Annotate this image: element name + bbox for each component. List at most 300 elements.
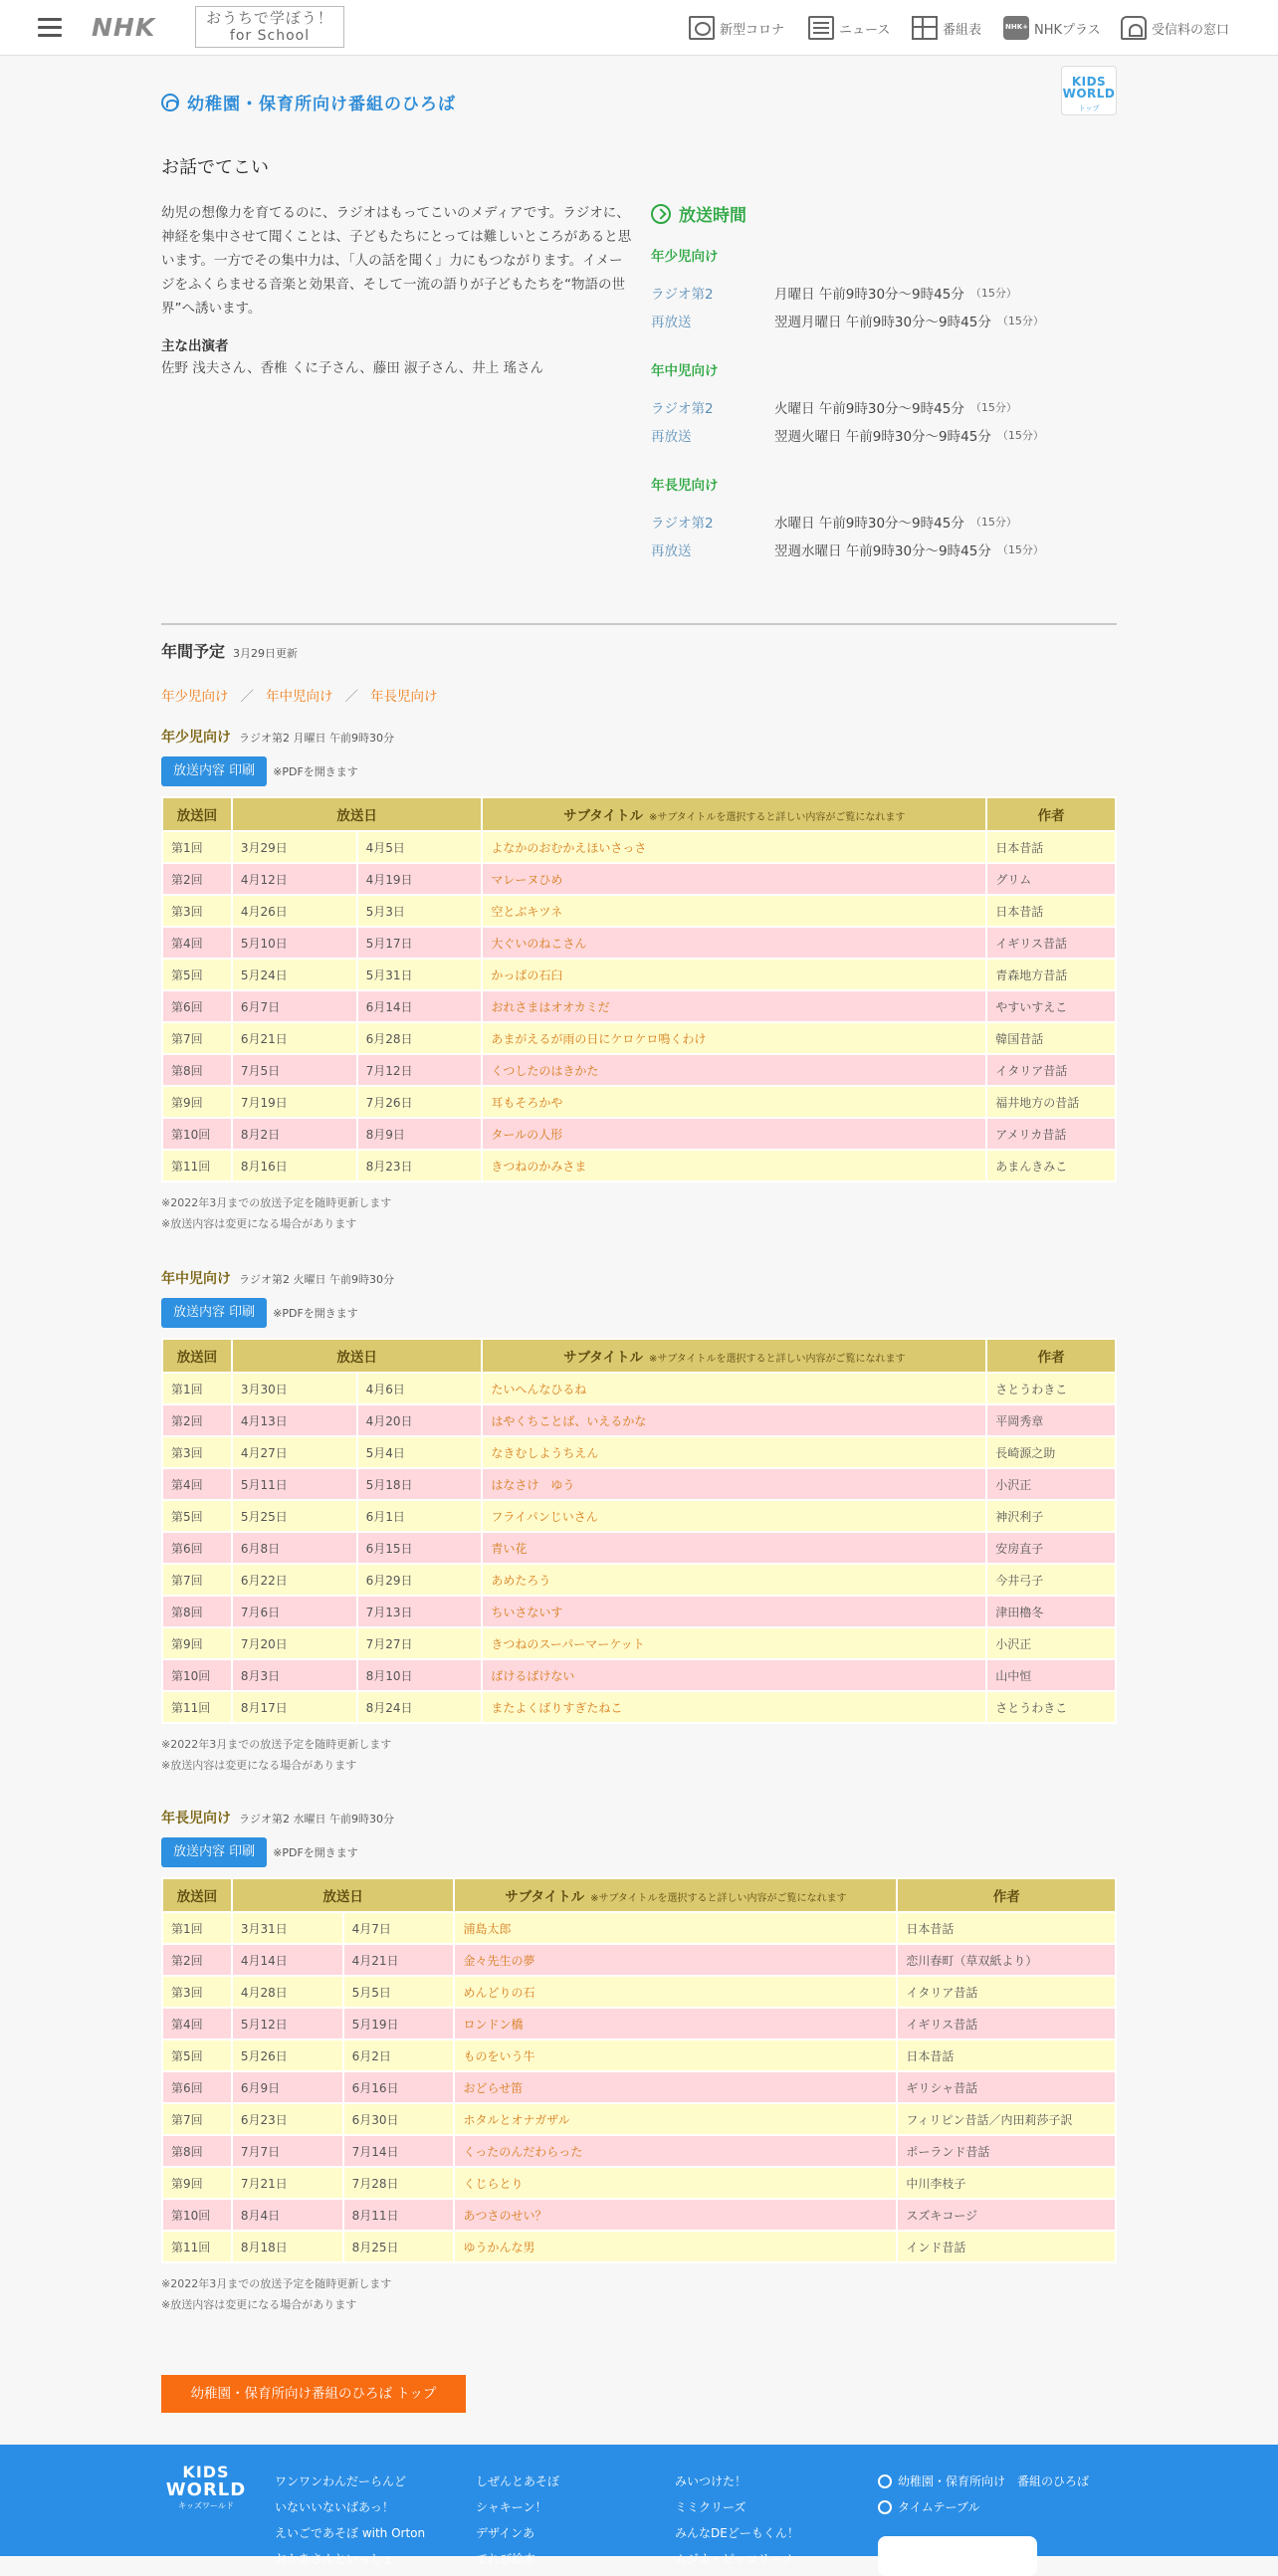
site-footer <box>0 2445 1278 2566</box>
table-row <box>162 990 1116 1022</box>
episode-subtitle-link[interactable]: めんどりの石 <box>454 1976 897 2008</box>
footer-side-links <box>878 2469 1089 2520</box>
table-row <box>162 863 1116 895</box>
rerun-date: 8月10日 <box>357 1659 483 1691</box>
air-row <box>651 393 1109 421</box>
episode-author: 恋川春町（草双紙より） <box>897 1944 1116 1976</box>
table-row <box>162 1118 1116 1150</box>
episode-subtitle-link[interactable]: たいへんなひるね <box>482 1373 986 1404</box>
episode-number: 第1回 <box>162 1912 232 1944</box>
print-button[interactable]: 放送内容 印刷 <box>161 1298 267 1328</box>
rerun-date: 8月11日 <box>343 2199 455 2231</box>
footer-link[interactable]: おかあさんといっしょ <box>275 2552 395 2566</box>
col-subtitle-note: ※サブタイトルを選択すると詳しい内容がご覧になれます <box>648 812 906 823</box>
air-date: 5月10日 <box>232 927 357 959</box>
rerun-date: 5月3日 <box>357 895 483 927</box>
schedule-section-nencho <box>161 1808 1117 2315</box>
chevron-right-icon <box>651 204 671 224</box>
footer-link[interactable]: てれび絵本 <box>476 2552 536 2566</box>
footer-link[interactable]: ミミクリーズ <box>675 2500 746 2514</box>
air-time: 火曜日 午前9時30分～9時45分 <box>774 401 964 417</box>
chevron-right-icon <box>878 2500 892 2514</box>
rerun-date: 6月14日 <box>357 990 483 1022</box>
air-group-nensho <box>651 245 1109 334</box>
episode-number: 第8回 <box>162 2135 232 2167</box>
rerun-date: 5月5日 <box>343 1976 455 2008</box>
section-subtitle: ラジオ第2 火曜日 午前9時30分 <box>239 1273 394 1286</box>
schedule-table <box>161 1877 1117 2263</box>
air-channel: ラジオ第2 <box>651 401 714 417</box>
table-row <box>162 2071 1116 2103</box>
air-channel: 再放送 <box>651 429 692 445</box>
air-date: 5月24日 <box>232 959 357 990</box>
nav-nhkplus-label: NHKプラス <box>1034 22 1101 38</box>
updated-date: 3月29日更新 <box>233 647 299 660</box>
episode-number: 第3回 <box>162 895 232 927</box>
air-date: 7月19日 <box>232 1086 357 1118</box>
footer-link[interactable]: みんなDEどーもくん！ <box>675 2526 799 2540</box>
kids-world-logo: KIDS WORLD <box>1062 75 1116 101</box>
col-subtitle-label: サブタイトル <box>563 808 643 824</box>
table-row <box>162 927 1116 959</box>
note: ※放送内容は変更になる場合があります <box>161 2298 357 2311</box>
episode-author: さとうわきこ <box>986 1373 1116 1404</box>
episode-author: ポーランド昔話 <box>897 2135 1116 2167</box>
footer-link[interactable]: ムジカ・ピッコリーノ <box>675 2552 794 2566</box>
episode-number: 第3回 <box>162 1436 232 1468</box>
rerun-date: 4月6日 <box>357 1373 483 1404</box>
episode-subtitle-link[interactable]: はやくちことば、いえるかな <box>482 1404 986 1436</box>
air-date: 7月6日 <box>232 1596 357 1627</box>
section-divider <box>161 623 1117 625</box>
print-button[interactable]: 放送内容 印刷 <box>161 756 267 786</box>
episode-number: 第7回 <box>162 1022 232 1054</box>
rerun-date: 4月20日 <box>357 1404 483 1436</box>
note: ※放送内容は変更になる場合があります <box>161 1759 357 1772</box>
schedule-section-nenchu <box>161 1268 1117 1776</box>
episode-subtitle-link[interactable]: ばけるばけない <box>482 1659 986 1691</box>
episode-author: さとうわきこ <box>986 1691 1116 1723</box>
episode-author: 神沢利子 <box>986 1500 1116 1532</box>
schedule-notes <box>161 2273 1117 2315</box>
episode-subtitle-link[interactable]: 青い花 <box>482 1532 986 1564</box>
episode-number: 第7回 <box>162 1564 232 1596</box>
program-section-header[interactable] <box>161 90 456 114</box>
episode-author: 小沢正 <box>986 1627 1116 1659</box>
episode-author: 津田櫓冬 <box>986 1596 1116 1627</box>
table-row <box>162 1691 1116 1723</box>
air-date: 8月16日 <box>232 1150 357 1181</box>
episode-number: 第10回 <box>162 1659 232 1691</box>
episode-author: ギリシャ昔話 <box>897 2071 1116 2103</box>
episode-author: 青森地方昔話 <box>986 959 1116 990</box>
episode-number: 第11回 <box>162 1150 232 1181</box>
footer-link[interactable]: みいつけた！ <box>675 2474 747 2488</box>
note: ※2022年3月までの放送予定を随時更新します <box>161 2277 392 2290</box>
air-duration: （15分） <box>969 287 1017 300</box>
rerun-date: 6月16日 <box>343 2071 455 2103</box>
table-row <box>162 1944 1116 1976</box>
episode-subtitle-link[interactable]: くったのんだわらった <box>454 2135 897 2167</box>
episode-author: 日本昔話 <box>897 2039 1116 2071</box>
footer-link[interactable]: デザインあ <box>476 2526 535 2540</box>
air-date: 6月8日 <box>232 1532 357 1564</box>
episode-subtitle-link[interactable]: なきむしようちえん <box>482 1436 986 1468</box>
footer-column-2 <box>476 2469 559 2572</box>
episode-author: 山中恒 <box>986 1659 1116 1691</box>
cast-heading: 主な出演者 <box>161 338 229 354</box>
episode-number: 第8回 <box>162 1054 232 1086</box>
footer-link[interactable]: いないいないばあっ！ <box>275 2500 394 2514</box>
nhk-logo[interactable]: NHK <box>92 13 156 42</box>
section-subtitle: ラジオ第2 水曜日 午前9時30分 <box>239 1813 394 1825</box>
episode-number: 第2回 <box>162 1944 232 1976</box>
air-date: 6月22日 <box>232 1564 357 1596</box>
episode-subtitle-link[interactable]: ものをいう牛 <box>454 2039 897 2071</box>
col-subtitle-label: サブタイトル <box>563 1350 643 1366</box>
program-section-title: 幼稚園・保育所向け番組のひろば <box>187 95 456 114</box>
link-nensho[interactable]: 年少児向け <box>161 689 229 705</box>
link-nenchu[interactable]: 年中児向け <box>266 689 333 705</box>
print-row <box>161 1837 1117 1867</box>
footer-link[interactable]: しぜんとあそぼ <box>476 2474 560 2488</box>
episode-number: 第4回 <box>162 1468 232 1500</box>
episode-number: 第9回 <box>162 2167 232 2199</box>
table-row <box>162 2231 1116 2262</box>
rerun-date: 8月25日 <box>343 2231 455 2262</box>
rerun-date: 4月7日 <box>343 1912 455 1944</box>
episode-subtitle-link[interactable]: よなかのおむかえほいさっさ <box>482 831 986 863</box>
table-row <box>162 1022 1116 1054</box>
pdf-note: ※PDFを開きます <box>273 1846 358 1859</box>
table-row <box>162 1912 1116 1944</box>
episode-subtitle-link[interactable]: あめたろう <box>482 1564 986 1596</box>
episode-number: 第10回 <box>162 2199 232 2231</box>
episode-subtitle-link[interactable]: くじらとり <box>454 2167 897 2199</box>
air-date: 4月26日 <box>232 895 357 927</box>
air-time-title: 放送時間 <box>679 206 746 226</box>
rerun-date: 5月31日 <box>357 959 483 990</box>
footer-logo-line1: KIDS <box>182 2463 230 2481</box>
corona-icon <box>689 16 715 40</box>
rerun-date: 5月17日 <box>357 927 483 959</box>
air-date: 6月23日 <box>232 2103 343 2135</box>
rerun-date: 7月27日 <box>357 1627 483 1659</box>
cast-list: 佐野 浅夫さん、香椎 くに子さん、藤田 淑子さん、井上 瑤さん <box>161 360 544 376</box>
air-duration: （15分） <box>996 315 1044 327</box>
episode-author: 小沢正 <box>986 1468 1116 1500</box>
col-subtitle-note: ※サブタイトルを選択すると詳しい内容がご覧になれます <box>590 1893 847 1904</box>
table-header <box>162 797 1116 831</box>
table-row <box>162 831 1116 863</box>
print-row <box>161 756 1117 786</box>
air-date: 7月5日 <box>232 1054 357 1086</box>
air-date: 6月9日 <box>232 2071 343 2103</box>
episode-author: イギリス昔話 <box>897 2008 1116 2039</box>
air-duration: （15分） <box>969 401 1017 414</box>
footer-link-timetable[interactable] <box>878 2494 1089 2520</box>
link-nencho[interactable]: 年長児向け <box>370 689 438 705</box>
air-date: 4月14日 <box>232 1944 343 1976</box>
episode-author: 安房直子 <box>986 1532 1116 1564</box>
episode-number: 第3回 <box>162 1976 232 2008</box>
program-top-button[interactable]: 幼稚園・保育所向け番組のひろば トップ <box>161 2375 466 2413</box>
episode-author: イギリス昔話 <box>986 927 1116 959</box>
episode-subtitle-link[interactable]: きつねのかみさま <box>482 1150 986 1181</box>
nav-fee-label: 受信料の窓口 <box>1152 22 1230 38</box>
episode-subtitle-link[interactable]: 耳もそろかや <box>482 1086 986 1118</box>
schedule-table <box>161 1338 1117 1724</box>
episode-subtitle-link[interactable]: ちいさないす <box>482 1596 986 1627</box>
episode-subtitle-link[interactable]: 空とぶキツネ <box>482 895 986 927</box>
table-row <box>162 1596 1116 1627</box>
air-date: 8月4日 <box>232 2199 343 2231</box>
episode-author: 福井地方の昔話 <box>986 1086 1116 1118</box>
episode-subtitle-link[interactable]: おれさまはオオカミだ <box>482 990 986 1022</box>
episode-number: 第11回 <box>162 2231 232 2262</box>
kids-world-top-label: トップ <box>1078 105 1100 112</box>
school-line1: おうちで学ぼう！ <box>206 9 333 27</box>
episode-number: 第4回 <box>162 2008 232 2039</box>
air-date: 8月3日 <box>232 1659 357 1691</box>
air-date: 6月7日 <box>232 990 357 1022</box>
episode-subtitle-link[interactable]: 大ぐいのねこさん <box>482 927 986 959</box>
episode-subtitle-link[interactable]: おどらせ笛 <box>454 2071 897 2103</box>
rerun-date: 6月2日 <box>343 2039 455 2071</box>
episode-author: 長崎源之助 <box>986 1436 1116 1468</box>
episode-author: 日本昔話 <box>986 831 1116 863</box>
schedule-table <box>161 796 1117 1182</box>
footer-column-3 <box>675 2469 799 2572</box>
air-date: 8月17日 <box>232 1691 357 1723</box>
nav-news-label: ニュース <box>839 22 891 38</box>
air-group-nencho <box>651 474 1109 563</box>
link-separator: ／ <box>344 689 358 705</box>
air-group-nenchu <box>651 359 1109 449</box>
episode-subtitle-link[interactable]: はなさけ ゆう <box>482 1468 986 1500</box>
col-subtitle-note: ※サブタイトルを選択すると詳しい内容がご覧になれます <box>648 1354 906 1365</box>
air-date: 8月2日 <box>232 1118 357 1150</box>
rerun-date: 7月26日 <box>357 1086 483 1118</box>
table-row <box>162 1468 1116 1500</box>
episode-subtitle-link[interactable]: マレーヌひめ <box>482 863 986 895</box>
menu-icon[interactable] <box>38 15 62 39</box>
episode-author: インド昔話 <box>897 2231 1116 2262</box>
page-title: お話でてこい <box>161 157 269 178</box>
table-row <box>162 1086 1116 1118</box>
air-date: 5月26日 <box>232 2039 343 2071</box>
air-date: 4月27日 <box>232 1436 357 1468</box>
table-row <box>162 1150 1116 1181</box>
rerun-date: 8月9日 <box>357 1118 483 1150</box>
rerun-date: 8月24日 <box>357 1691 483 1723</box>
rerun-date: 5月19日 <box>343 2008 455 2039</box>
episode-subtitle-link[interactable]: あまがえるが雨の日にケロケロ鳴くわけ <box>482 1022 986 1054</box>
episode-subtitle-link[interactable]: ゆうかんな男 <box>454 2231 897 2262</box>
air-date: 3月29日 <box>232 831 357 863</box>
col-date: 放送日 <box>232 1339 483 1373</box>
air-duration: （15分） <box>996 429 1044 442</box>
air-row <box>651 421 1109 449</box>
rerun-date: 5月18日 <box>357 1468 483 1500</box>
episode-author: 平岡秀章 <box>986 1404 1116 1436</box>
rerun-date: 4月19日 <box>357 863 483 895</box>
air-date: 5月25日 <box>232 1500 357 1532</box>
episode-subtitle-link[interactable]: 金々先生の夢 <box>454 1944 897 1976</box>
nav-fee[interactable] <box>1121 14 1229 42</box>
table-row <box>162 2167 1116 2199</box>
episode-number: 第9回 <box>162 1086 232 1118</box>
episode-subtitle-link[interactable]: タールの人形 <box>482 1118 986 1150</box>
episode-number: 第6回 <box>162 990 232 1022</box>
episode-subtitle-link[interactable]: 浦島太郎 <box>454 1912 897 1944</box>
episode-subtitle-link[interactable]: きつねのスーパーマーケット <box>482 1627 986 1659</box>
section-heading <box>161 1808 1117 1829</box>
nav-schedule[interactable] <box>912 14 981 42</box>
air-channel: ラジオ第2 <box>651 516 714 532</box>
episode-subtitle-link[interactable]: あつさのせい？ <box>454 2199 897 2231</box>
episode-author: あまんきみこ <box>986 1150 1116 1181</box>
nav-corona[interactable] <box>689 14 784 42</box>
air-row <box>651 279 1109 307</box>
col-date: 放送日 <box>232 797 483 831</box>
air-date: 6月21日 <box>232 1022 357 1054</box>
tv-guide-icon <box>912 16 938 40</box>
footer-link-hiroba[interactable] <box>878 2469 1089 2494</box>
air-group-label: 年少児向け <box>651 249 719 265</box>
col-subtitle <box>482 1339 986 1373</box>
episode-subtitle-link[interactable]: くつしたのはきかた <box>482 1054 986 1086</box>
nav-corona-label: 新型コロナ <box>720 22 785 38</box>
air-channel: 再放送 <box>651 543 692 559</box>
print-button[interactable]: 放送内容 印刷 <box>161 1837 267 1867</box>
col-num: 放送回 <box>162 1878 232 1912</box>
rerun-date: 4月21日 <box>343 1944 455 1976</box>
air-date: 4月28日 <box>232 1976 343 2008</box>
episode-author: 日本昔話 <box>986 895 1116 927</box>
episode-number: 第8回 <box>162 1596 232 1627</box>
episode-subtitle-link[interactable]: ホタルとオナガザル <box>454 2103 897 2135</box>
footer-link[interactable]: シャキーン！ <box>476 2500 547 2514</box>
episode-number: 第5回 <box>162 2039 232 2071</box>
table-row <box>162 895 1116 927</box>
nav-schedule-label: 番組表 <box>943 22 982 38</box>
episode-subtitle-link[interactable]: ロンドン橋 <box>454 2008 897 2039</box>
footer-logo-line2: WORLD <box>165 2479 247 2500</box>
table-row <box>162 1373 1116 1404</box>
air-date: 3月30日 <box>232 1373 357 1404</box>
footer-column-1 <box>275 2469 425 2572</box>
age-links <box>161 685 438 705</box>
footer-banner[interactable] <box>878 2536 1037 2576</box>
table-row <box>162 1532 1116 1564</box>
kids-world-footer-logo[interactable] <box>165 2465 247 2516</box>
air-channel: ラジオ第2 <box>651 287 714 303</box>
rerun-date: 5月4日 <box>357 1436 483 1468</box>
air-channel: 再放送 <box>651 315 692 330</box>
episode-number: 第2回 <box>162 863 232 895</box>
air-date: 7月21日 <box>232 2167 343 2199</box>
kids-world-top-link[interactable] <box>1061 66 1117 115</box>
section-title: 年長児向け <box>161 1811 231 1826</box>
episode-subtitle-link[interactable]: またよくばりすぎたねこ <box>482 1691 986 1723</box>
program-intro: 幼児の想像力を育てるのに、ラジオはもってこいのメディアです。ラジオに、神経を集中させて聞くことは、子どもたちにとっては難しいところがあると思います。一方でその集中力は、「人の話を聞く」力にもつながります。イメージをふくらませる音楽と効果音、そして一流の語りが子どもたちを“物語の世界”へ誘います。 <box>161 205 632 317</box>
footer-link[interactable]: えいごであそぼ with Orton <box>275 2526 426 2540</box>
episode-author: スズキコージ <box>897 2199 1116 2231</box>
episode-number: 第10回 <box>162 1118 232 1150</box>
episode-author: やすいすえこ <box>986 990 1116 1022</box>
air-date: 8月18日 <box>232 2231 343 2262</box>
air-date: 5月11日 <box>232 1468 357 1500</box>
col-author: 作者 <box>897 1878 1116 1912</box>
episode-author: アメリカ昔話 <box>986 1118 1116 1150</box>
episode-subtitle-link[interactable]: フライパンじいさん <box>482 1500 986 1532</box>
pdf-note: ※PDFを開きます <box>273 1307 358 1320</box>
table-row <box>162 1436 1116 1468</box>
episode-number: 第11回 <box>162 1691 232 1723</box>
nav-nhkplus[interactable] <box>1003 14 1101 42</box>
schedule-notes <box>161 1734 1117 1776</box>
rerun-date: 4月5日 <box>357 831 483 863</box>
air-time: 月曜日 午前9時30分～9時45分 <box>774 287 964 303</box>
fee-window-icon <box>1121 16 1147 40</box>
air-group-label: 年長児向け <box>651 478 719 494</box>
episode-number: 第9回 <box>162 1627 232 1659</box>
rerun-date: 7月14日 <box>343 2135 455 2167</box>
air-date: 4月12日 <box>232 863 357 895</box>
episode-number: 第2回 <box>162 1404 232 1436</box>
annual-schedule-title: 年間予定 <box>161 642 226 661</box>
section-heading <box>161 1268 1117 1290</box>
episode-subtitle-link[interactable]: かっぱの石臼 <box>482 959 986 990</box>
table-row <box>162 959 1116 990</box>
section-heading <box>161 727 1117 749</box>
for-school-logo[interactable] <box>195 6 344 48</box>
air-time: 翌週火曜日 午前9時30分～9時45分 <box>774 429 991 445</box>
episode-number: 第6回 <box>162 2071 232 2103</box>
episode-number: 第7回 <box>162 2103 232 2135</box>
air-row <box>651 307 1109 334</box>
air-time-heading <box>651 201 746 226</box>
air-row <box>651 508 1109 536</box>
air-time: 水曜日 午前9時30分～9時45分 <box>774 516 964 532</box>
table-header <box>162 1878 1116 1912</box>
air-group-label: 年中児向け <box>651 363 719 379</box>
footer-link[interactable]: ワンワンわんだーらんど <box>275 2474 407 2488</box>
table-header <box>162 1339 1116 1373</box>
table-row <box>162 1627 1116 1659</box>
table-row <box>162 1500 1116 1532</box>
episode-number: 第1回 <box>162 1373 232 1404</box>
table-row <box>162 2103 1116 2135</box>
episode-author: イタリア昔話 <box>897 1976 1116 2008</box>
rerun-date: 6月30日 <box>343 2103 455 2135</box>
schedule-section-nensho <box>161 727 1117 1234</box>
section-subtitle: ラジオ第2 月曜日 午前9時30分 <box>239 732 394 745</box>
footer-link-label: タイムテーブル <box>898 2500 980 2514</box>
site-header <box>0 0 1278 56</box>
nav-news[interactable] <box>808 14 890 42</box>
col-subtitle <box>454 1878 897 1912</box>
section-title: 年中児向け <box>161 1271 231 1287</box>
air-date: 7月7日 <box>232 2135 343 2167</box>
section-title: 年少児向け <box>161 730 231 746</box>
air-row <box>651 536 1109 563</box>
rerun-date: 6月15日 <box>357 1532 483 1564</box>
schedule-notes <box>161 1192 1117 1234</box>
air-date: 7月20日 <box>232 1627 357 1659</box>
kindergarten-icon <box>161 94 179 111</box>
